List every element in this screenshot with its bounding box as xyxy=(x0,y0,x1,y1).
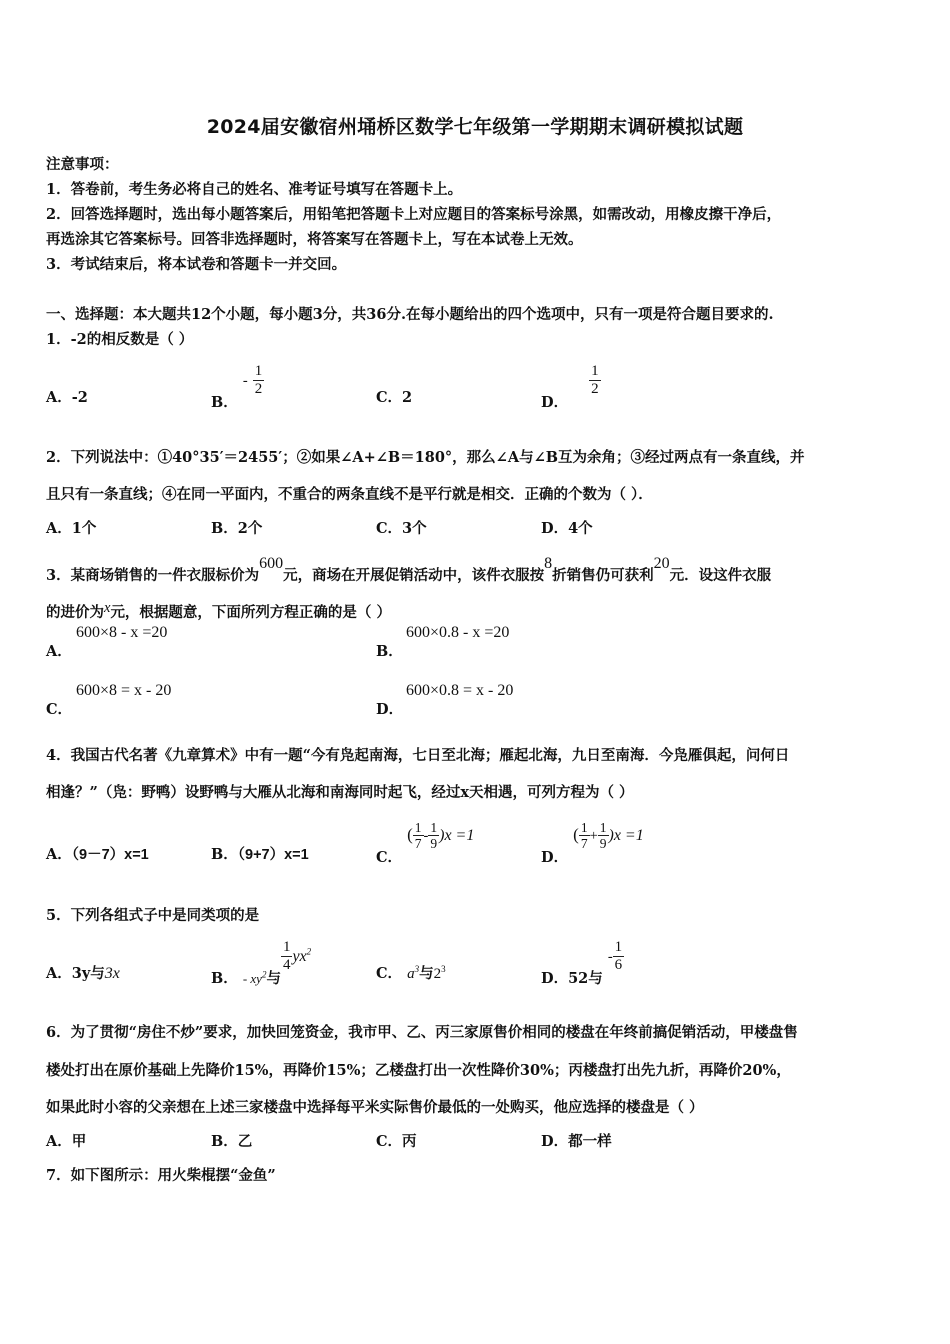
conjunction: 与 xyxy=(90,965,105,982)
fraction xyxy=(589,364,601,398)
option-label: A． xyxy=(46,389,72,406)
paren-open: ( xyxy=(573,825,579,845)
option-expression: 600×8 - x =20 xyxy=(76,624,168,641)
stem-text: 的进价为 xyxy=(46,604,104,621)
option-label: A． xyxy=(46,965,72,982)
question-3-stem xyxy=(46,555,772,585)
denominator: 9 xyxy=(599,836,607,852)
q4-option-c[interactable] xyxy=(376,820,475,867)
question-4-stem: 相逢？”（凫：野鸭）设野鸭与大雁从北海和南海同时起飞，经过x天相遇，可列方程为（ ） xyxy=(46,784,634,801)
option-text: （9+7）x=1 xyxy=(237,847,309,863)
fraction xyxy=(281,940,293,974)
section-heading: 一、选择题：本大题共12个小题，每小题3分，共36分.在每小题给出的四个选项中，只有一项是符合题目要求的. xyxy=(46,306,774,323)
q6-option-c[interactable]: C．丙 xyxy=(376,1133,417,1150)
question-2-stem: 2．下列说法中：①40°35′＝2455′；②如果∠A+∠B＝180°，那么∠A与∠B互为余角；③经过两点有一条直线，并 xyxy=(46,449,805,466)
q1-option-d[interactable] xyxy=(541,363,601,411)
denominator: 4 xyxy=(282,956,291,973)
denominator: 6 xyxy=(614,956,623,973)
q1-option-a[interactable] xyxy=(46,386,88,407)
notice-item: 2．回答选择题时，选出每小题答案后，用铅笔把答题卡上对应题目的答案标号涂黑，如需改动，用橡皮擦干净后， xyxy=(46,206,782,223)
q3-option-d[interactable] xyxy=(376,682,514,719)
notice-item: 3．考试结束后，将本试卷和答题卡一并交回。 xyxy=(46,256,347,273)
q5-option-d[interactable] xyxy=(541,939,624,987)
q5-option-b[interactable] xyxy=(211,939,312,987)
term-base: 2 xyxy=(433,966,442,982)
question-6-stem: 如果此时小容的父亲想在上述三家楼盘中选择每平米实际售价最低的一处购买，他应选择的楼盘是（ ） xyxy=(46,1099,704,1116)
numerator: 1 xyxy=(614,939,623,955)
q4-option-b[interactable] xyxy=(211,843,309,864)
term xyxy=(407,966,419,982)
question-3-stem xyxy=(46,601,391,622)
option-label: D． xyxy=(376,701,404,718)
question-6-stem: 6．为了贯彻“房住不炒”要求，加快回笼资金，我市甲、乙、丙三家原售价相同的楼盘在年终前搞促销活动，甲楼盘售 xyxy=(46,1024,798,1041)
option-label: A． xyxy=(46,643,72,660)
q3-option-a[interactable] xyxy=(46,624,168,661)
variable: x xyxy=(104,600,111,616)
expression-tail: )x =1 xyxy=(439,827,475,845)
q3-option-c[interactable] xyxy=(46,682,172,719)
denominator: 2 xyxy=(591,380,599,397)
option-text: （9－7）x=1 xyxy=(71,847,149,863)
option-label: B． xyxy=(211,393,238,411)
q2-option-c[interactable]: C．3个 xyxy=(376,520,427,537)
fraction xyxy=(579,821,590,851)
number: 600 xyxy=(259,555,284,572)
paren-open: ( xyxy=(407,825,413,845)
exponent: 3 xyxy=(414,964,420,974)
option-label: D． xyxy=(541,849,569,867)
exponent: 3 xyxy=(441,964,446,974)
q2-option-d[interactable]: D．4个 xyxy=(541,520,593,537)
option-label: D． xyxy=(541,393,569,411)
question-2-stem: 且只有一条直线；④在同一平面内，不重合的两条直线不是平行就是相交．正确的个数为（ ）． xyxy=(46,486,653,503)
number: 20 xyxy=(653,555,670,572)
question-6-stem: 楼处打出在原价基础上先降价15%，再降价15%；乙楼盘打出一次性降价30%；丙楼盘打出先九折，再降价20%， xyxy=(46,1062,791,1079)
question-1-stem: 1．-2的相反数是（ ） xyxy=(46,331,194,348)
conjunction: 与 xyxy=(266,969,281,987)
term: 3x xyxy=(104,965,120,982)
denominator: 7 xyxy=(580,836,588,852)
stem-text: 元，根据题意，下面所列方程正确的是（ ） xyxy=(110,604,391,621)
number: 8 xyxy=(544,555,553,572)
option-label: B． xyxy=(211,846,238,863)
option-label: B． xyxy=(376,643,403,660)
stem-text: 元，商场在开展促销活动中，该件衣服按 xyxy=(283,567,545,584)
stem-text: 3．某商场销售的一件衣服标价为 xyxy=(46,567,260,584)
term-base: - xy xyxy=(242,970,262,986)
q2-option-a[interactable]: A．1个 xyxy=(46,520,97,537)
notice-item: 再选涂其它答案标号。回答非选择题时，将答案写在答题卡上，写在本试卷上无效。 xyxy=(46,231,583,248)
numerator: 1 xyxy=(430,820,438,835)
term-base: yx xyxy=(292,947,307,965)
q6-option-d[interactable]: D．都一样 xyxy=(541,1133,612,1150)
fraction xyxy=(413,821,424,851)
q4-option-a[interactable] xyxy=(46,843,149,864)
stem-text: 元．设这件衣服 xyxy=(669,567,772,584)
term xyxy=(292,948,311,965)
q5-option-a[interactable] xyxy=(46,962,120,983)
q3-option-b[interactable] xyxy=(376,624,510,661)
fraction xyxy=(598,821,609,851)
denominator: 2 xyxy=(254,380,263,397)
question-4-stem: 4．我国古代名著《九章算术》中有一题“今有凫起南海，七日至北海；雁起北海，九日至南海．今凫雁俱起，问何日 xyxy=(46,747,790,764)
option-expression: 600×0.8 - x =20 xyxy=(406,624,510,641)
plus-sign: + xyxy=(589,828,598,845)
minus-sign: - xyxy=(423,828,429,845)
option-expression: 600×8 = x - 20 xyxy=(76,682,172,699)
q1-option-b[interactable] xyxy=(211,363,264,411)
numerator: 1 xyxy=(282,939,291,955)
term: 3y xyxy=(71,965,91,982)
minus-sign: - xyxy=(242,372,248,389)
question-5-stem: 5．下列各组式子中是同类项的是 xyxy=(46,907,260,924)
term-base: a xyxy=(407,966,415,982)
option-label: D． xyxy=(541,969,569,987)
notice-item: 1．答卷前，考生务必将自己的姓名、准考证号填写在答题卡上。 xyxy=(46,181,463,198)
stem-text: 折销售仍可获利 xyxy=(552,567,654,584)
q6-option-a[interactable]: A．甲 xyxy=(46,1133,87,1150)
option-expression: 600×0.8 = x - 20 xyxy=(406,682,514,699)
q5-option-c[interactable] xyxy=(376,962,446,983)
numerator: 1 xyxy=(591,363,599,379)
numerator: 1 xyxy=(254,363,263,379)
option-label: C． xyxy=(376,389,403,406)
question-7-stem: 7．如下图所示：用火柴棍摆“金鱼” xyxy=(46,1167,276,1184)
option-label: C． xyxy=(376,849,403,867)
fraction xyxy=(253,364,265,398)
option-label: A． xyxy=(46,846,72,863)
q4-option-d[interactable] xyxy=(541,820,644,867)
page-title: 2024届安徽宿州埇桥区数学七年级第一学期期末调研模拟试题 xyxy=(206,116,744,138)
numerator: 1 xyxy=(580,820,588,835)
q2-option-b[interactable]: B．2个 xyxy=(211,520,263,537)
q6-option-b[interactable]: B．乙 xyxy=(211,1133,253,1150)
exponent: 2 xyxy=(261,969,267,980)
option-label: C． xyxy=(46,701,73,718)
fraction xyxy=(613,940,625,974)
option-text: 2 xyxy=(402,389,413,406)
term: 52与 xyxy=(568,969,603,987)
term xyxy=(243,971,267,986)
minus-sign: - xyxy=(607,948,613,965)
fraction xyxy=(428,821,439,851)
option-text: -2 xyxy=(71,389,88,406)
q1-option-c[interactable] xyxy=(376,386,412,407)
expression-tail: )x =1 xyxy=(608,827,644,845)
numerator: 1 xyxy=(414,820,422,835)
notice-heading: 注意事项： xyxy=(46,156,119,173)
denominator: 7 xyxy=(414,836,422,852)
option-label: B． xyxy=(211,969,238,987)
denominator: 9 xyxy=(430,836,438,852)
conjunction: 与 xyxy=(419,965,434,982)
option-label: C． xyxy=(376,965,403,982)
term xyxy=(434,966,446,982)
exponent: 2 xyxy=(306,946,312,957)
numerator: 1 xyxy=(599,820,607,835)
